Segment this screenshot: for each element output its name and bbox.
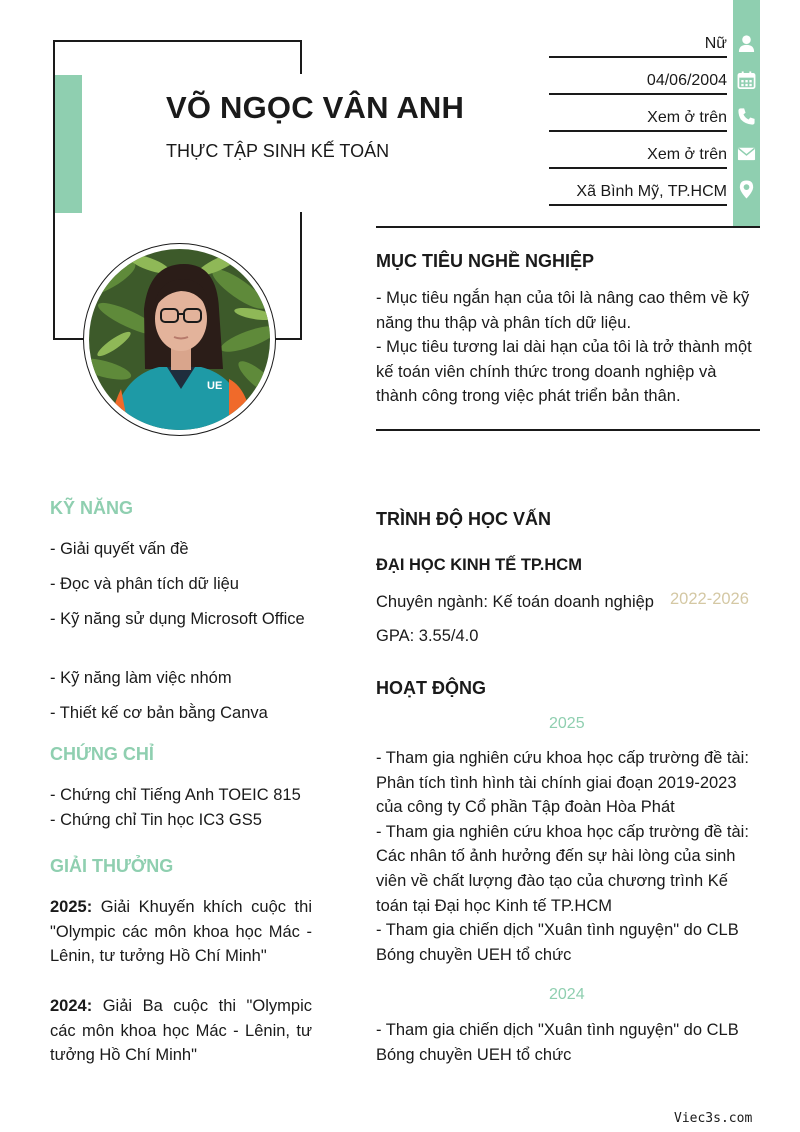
avatar-illustration [89,249,270,430]
skill-item: - Đọc và phân tích dữ liệu [50,575,239,593]
activities-title: HOẠT ĐỘNG [376,678,486,698]
activity-item: - Tham gia chiến dịch "Xuân tình nguyện" do CLB Bóng chuyền UEH tổ chức [376,921,739,964]
skill-item: - Kỹ năng làm việc nhóm [50,669,232,687]
awards-title: GIẢI THƯỞNG [50,856,174,876]
candidate-name: VÕ NGỌC VÂN ANH [166,90,465,125]
activity-year: 2024 [549,986,585,1003]
objective-line: - Mục tiêu ngắn hạn của tôi là nâng cao thêm về kỹ năng thu thập và phân tích dữ liệu. [376,289,750,332]
contact-phone: Xem ở trên [549,108,727,132]
certificate-item: - Chứng chỉ Tin học IC3 GS5 [50,811,262,829]
activity-item: - Tham gia nghiên cứu khoa học cấp trường đề tài: Các nhân tố ảnh hưởng đến sự hài lòng của sinh viên về chất lượng đào tạo của chương trình Kế toán tại Đại học Kinh tế TP.HCM [376,822,749,915]
accent-bar [55,75,82,213]
activity-year: 2025 [549,715,585,732]
objective-text [376,286,760,409]
education-period: 2022-2026 [670,590,749,608]
svg-text:UE: UE [207,380,223,392]
skill-item: - Thiết kế cơ bản bằng Canva [50,704,268,722]
education-school: ĐẠI HỌC KINH TẾ TP.HCM [376,556,582,574]
award-item [50,895,312,969]
objective-line: - Mục tiêu tương lai dài hạn của tôi là trở thành một kế toán viên chính thức trong doanh nghiệp và thành công trong việc phát triển bản thân. [376,338,752,406]
award-year: 2025: [50,898,93,916]
award-year: 2024: [50,997,93,1015]
avatar [89,249,270,430]
contact-email: Xem ở trên [549,145,727,169]
certificate-item: - Chứng chỉ Tiếng Anh TOEIC 815 [50,786,301,804]
skills-title: KỸ NĂNG [50,498,134,518]
activity-list [376,1018,760,1067]
award-item [50,994,312,1068]
education-major: Chuyên ngành: Kế toán doanh nghiệp [376,593,654,611]
activity-item: - Tham gia nghiên cứu khoa học cấp trường đề tài: Phân tích tình hình tài chính giai đoạn 2019-2023 của công ty Cổ phần Tập đoàn Hòa Phát [376,749,749,817]
contact-birthdate: 04/06/2004 [549,71,727,95]
activity-list [376,746,760,967]
certificates-title: CHỨNG CHỈ [50,744,154,764]
candidate-role: THỰC TẬP SINH KẾ TOÁN [166,141,390,161]
divider-bottom [376,429,760,431]
divider-top [376,226,760,228]
skill-item: - Kỹ năng sử dụng Microsoft Office [50,610,305,628]
education-title: TRÌNH ĐỘ HỌC VẤN [376,509,551,529]
education-gpa: GPA: 3.55/4.0 [376,627,479,645]
activity-item: - Tham gia chiến dịch "Xuân tình nguyện" do CLB Bóng chuyền UEH tổ chức [376,1021,739,1064]
user-icon [737,34,756,53]
objective-title: MỤC TIÊU NGHỀ NGHIỆP [376,251,595,271]
award-text: Giải Ba cuộc thi "Olympic các môn khoa học Mác - Lênin, tư tưởng Hồ Chí Minh" [50,997,312,1065]
skill-item: - Giải quyết vấn đề [50,540,189,558]
phone-icon [737,107,756,126]
mail-icon [737,144,756,163]
contact-address: Xã Bình Mỹ, TP.HCM [549,182,727,206]
location-pin-icon [737,180,756,199]
contact-gender: Nữ [549,34,727,58]
calendar-icon [737,71,756,90]
watermark: Viec3s.com [674,1111,753,1126]
contact-icon-strip [733,0,760,227]
award-text: Giải Khuyến khích cuộc thi "Olympic các môn khoa học Mác - Lênin, tư tưởng Hồ Chí Minh" [50,898,312,966]
